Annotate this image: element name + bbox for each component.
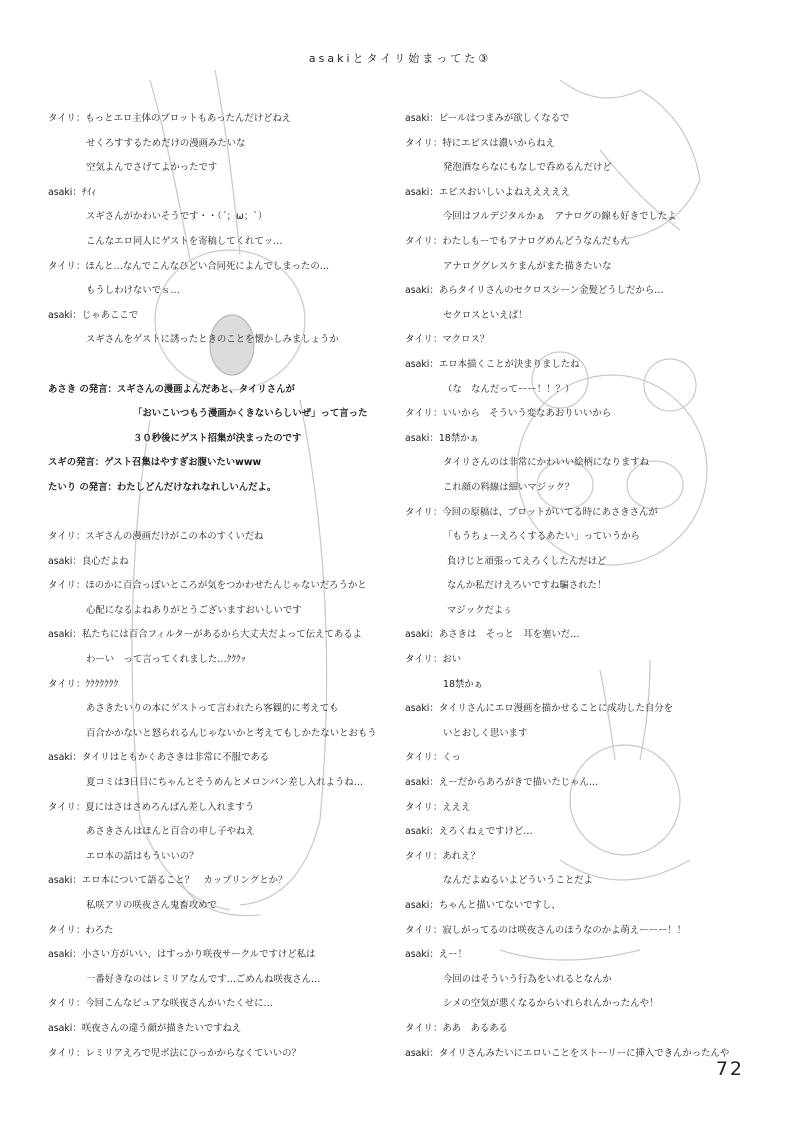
speaker-separator: ： bbox=[432, 506, 443, 518]
speaker-name: タイリ bbox=[48, 260, 76, 272]
dialogue-line bbox=[405, 550, 750, 575]
speaker-name: たいり の発言 bbox=[48, 481, 108, 493]
speaker-separator: ： bbox=[429, 358, 439, 370]
dialogue-line bbox=[405, 525, 750, 550]
dialogue-text: （な なんだってーー！！？） bbox=[443, 383, 575, 395]
dialogue-text: エロ本の話はもういいの？ bbox=[86, 850, 199, 862]
dialogue-text: レミリアえろで児ポ法にひっかからなくていいの？ bbox=[85, 1047, 301, 1059]
speaker-name: asaki bbox=[48, 752, 73, 764]
dialogue-line bbox=[405, 328, 750, 353]
dialogue-line bbox=[405, 919, 750, 944]
dialogue-line bbox=[405, 648, 750, 673]
dialogue-text: ゲスト召集はやすぎお腹いたいwww bbox=[104, 457, 262, 469]
dialogue-line bbox=[48, 771, 393, 796]
speaker-name: タイリ bbox=[405, 1022, 433, 1034]
speaker-separator: ： bbox=[75, 531, 86, 543]
dialogue-text: 一番好きなのはレミリアなんです…ごめんね咲夜さん… bbox=[86, 973, 321, 985]
speaker-name: asaki bbox=[405, 900, 430, 911]
speaker-separator: ： bbox=[107, 481, 117, 493]
dialogue-text: あさきたいりの本にゲストって言われたら客観的に考えても bbox=[86, 703, 339, 715]
dialogue-line bbox=[48, 599, 393, 624]
dialogue-text: 心配になるよねありがとうございますおいしいです bbox=[86, 604, 302, 616]
speaker-name: asaki bbox=[405, 186, 430, 198]
dialogue-text: 寂しがってるのは咲夜さんのほうなのかよ萌えーーー！！ bbox=[442, 924, 687, 936]
dialogue-text: 発泡酒ならなにもなしで呑めるんだけど bbox=[443, 162, 612, 174]
dialogue-text: スギさんの漫画よんだあと、タイリさんが bbox=[116, 383, 295, 395]
dialogue-text: タイリはともかくあさきは非常に不服である bbox=[81, 752, 270, 764]
speaker-separator: ： bbox=[432, 334, 443, 346]
dialogue-line bbox=[405, 402, 750, 427]
dialogue-text: 私咲アリの咲夜さん鬼畜攻めで bbox=[86, 900, 217, 911]
speaker-separator: ： bbox=[75, 801, 86, 813]
speaker-separator: ： bbox=[75, 1047, 86, 1059]
speaker-separator: ： bbox=[432, 752, 443, 764]
dialogue-text: わたしもーでもアナログめんどうなんだもん bbox=[442, 235, 630, 247]
dialogue-line bbox=[405, 697, 750, 722]
speaker-name: asaki bbox=[405, 432, 430, 444]
dialogue-line bbox=[48, 796, 393, 821]
dialogue-line bbox=[48, 648, 393, 673]
speaker-name: asaki bbox=[48, 1022, 73, 1034]
dialogue-line bbox=[48, 525, 393, 550]
dialogue-line bbox=[48, 919, 393, 944]
speaker-separator: ： bbox=[429, 113, 439, 124]
dialogue-text: ｸｸｸｸｸｸｸ bbox=[85, 678, 119, 690]
page-title: asakiとタイリ始まってた③ bbox=[308, 52, 492, 65]
dialogue-text: いいから そういう変なあおりいいから bbox=[442, 408, 612, 420]
dialogue-line bbox=[405, 427, 750, 452]
speaker-separator: ： bbox=[75, 260, 86, 272]
speaker-name: タイリ bbox=[48, 924, 76, 936]
dialogue-text: くっ bbox=[442, 752, 461, 764]
dialogue-text: 今回のはそういう行為をいれるとなんか bbox=[443, 973, 612, 985]
dialogue-text: 百合かかないと怒られるんじゃないかと考えてもしかたないとおもう bbox=[86, 727, 377, 739]
speaker-separator: ： bbox=[432, 235, 443, 247]
dialogue-line bbox=[405, 894, 750, 919]
dialogue-text: なんだよぬるいよどういうことだよ bbox=[443, 875, 594, 887]
dialogue-text: 空気よんでさげてよかったです bbox=[86, 162, 218, 174]
dialogue-line bbox=[405, 722, 750, 747]
speaker-separator: ： bbox=[432, 137, 443, 149]
dialogue-text: タイリさんにエロ漫画を描かせることに成功した自分を bbox=[438, 703, 674, 715]
dialogue-line bbox=[48, 968, 393, 993]
speaker-name: asaki bbox=[48, 186, 73, 198]
speaker-name: タイリ bbox=[48, 998, 76, 1010]
chat-log-line bbox=[48, 427, 393, 452]
dialogue-text: 私たちには百合フィルターがあるから大丈夫だよって伝えてあるよ bbox=[81, 629, 362, 641]
dialogue-line bbox=[405, 255, 750, 280]
speaker-separator: ： bbox=[75, 678, 86, 690]
dialogue-line bbox=[405, 574, 750, 599]
dialogue-line bbox=[405, 796, 750, 821]
spacer bbox=[48, 501, 393, 526]
speaker-separator: ： bbox=[432, 801, 443, 813]
dialogue-text: ほのかに百合っぽいところが気をつかわせたんじゃないだろうかと bbox=[85, 580, 367, 592]
speaker-name: タイリ bbox=[48, 580, 76, 592]
speaker-separator: ： bbox=[432, 408, 443, 420]
speaker-name: asaki bbox=[405, 629, 430, 641]
dialogue-line bbox=[405, 156, 750, 181]
speaker-name: タイリ bbox=[405, 850, 433, 862]
dialogue-text: えええ bbox=[442, 801, 471, 813]
speaker-separator: ： bbox=[432, 654, 443, 666]
dialogue-line bbox=[405, 599, 750, 624]
dialogue-text: スギさんの漫画だけがこの本のすくいだね bbox=[85, 531, 264, 543]
speaker-name: asaki bbox=[48, 309, 73, 321]
dialogue-line bbox=[405, 845, 750, 870]
dialogue-text: アナロググレスケまんがまた描きたいな bbox=[443, 260, 612, 272]
speaker-separator: ： bbox=[107, 383, 117, 395]
speaker-name: タイリ bbox=[48, 113, 76, 124]
speaker-name: タイリ bbox=[405, 408, 433, 420]
dialogue-line bbox=[48, 894, 393, 919]
dialogue-text: 「もうちょーえろくするあたい」っていうから bbox=[443, 531, 640, 543]
speaker-name: タイリ bbox=[48, 801, 76, 813]
dialogue-line bbox=[48, 107, 393, 132]
dialogue-text: 「おいこいつもう漫画かくきないらしいぜ」って言った bbox=[133, 408, 368, 420]
dialogue-text: マクロス？ bbox=[442, 334, 490, 346]
speaker-separator: ： bbox=[72, 752, 82, 764]
speaker-name: タイリ bbox=[405, 506, 433, 518]
dialogue-line bbox=[405, 869, 750, 894]
speaker-name: スギの発言 bbox=[48, 457, 95, 469]
dialogue-line bbox=[48, 304, 393, 329]
dialogue-line bbox=[405, 205, 750, 230]
dialogue-line bbox=[48, 181, 393, 206]
speaker-separator: ： bbox=[432, 924, 443, 936]
dialogue-text: なんか私だけえろいですね騙された！ bbox=[447, 580, 607, 592]
dialogue-text: わたしどんだけなれなれしいんだよ。 bbox=[116, 481, 277, 493]
chat-log-line bbox=[48, 402, 393, 427]
dialogue-line bbox=[48, 746, 393, 771]
spacer bbox=[48, 353, 393, 378]
speaker-name: タイリ bbox=[405, 235, 433, 247]
dialogue-text: あさきさんはほんと百合の申し子やねえ bbox=[86, 826, 255, 838]
dialogue-text: これ顔の料線は細いマジック？ bbox=[443, 481, 575, 493]
dialogue-text: スギさんがかわいそうです・・（´；ω；`） bbox=[86, 211, 268, 223]
speaker-name: asaki bbox=[405, 826, 430, 838]
dialogue-text: わーい って言ってくれました…ｸｸｸｯ bbox=[86, 654, 246, 666]
speaker-name: asaki bbox=[405, 113, 430, 124]
dialogue-text: わろた bbox=[85, 924, 114, 936]
speaker-separator: ： bbox=[429, 285, 439, 297]
speaker-separator: ： bbox=[429, 186, 439, 198]
dialogue-line bbox=[48, 820, 393, 845]
speaker-separator: ： bbox=[75, 924, 86, 936]
dialogue-text: 特にエビスは濃いからねえ bbox=[442, 137, 555, 149]
dialogue-text: エロ本描くことが決まりましたね bbox=[438, 358, 580, 370]
speaker-name: asaki bbox=[48, 555, 73, 567]
dialogue-text: えろくねぇですけど… bbox=[438, 826, 533, 838]
dialogue-line bbox=[405, 501, 750, 526]
speaker-name: タイリ bbox=[48, 678, 76, 690]
speaker-name: タイリ bbox=[48, 531, 76, 543]
dialogue-text: ちゃんと描いてないですし、 bbox=[438, 900, 561, 911]
speaker-name: タイリ bbox=[405, 137, 433, 149]
dialogue-text: マジックだよぅ bbox=[447, 604, 513, 616]
page-number: 72 bbox=[715, 1058, 744, 1080]
speaker-name: asaki bbox=[48, 875, 73, 887]
dialogue-text: 今回の原稿は、プロットがいてる時にあさきさんが bbox=[442, 506, 658, 518]
speaker-separator: ： bbox=[72, 309, 82, 321]
speaker-separator: ： bbox=[72, 949, 82, 961]
dialogue-text: もうしわけないでｓ… bbox=[86, 285, 180, 297]
dialogue-column-left bbox=[48, 107, 393, 1066]
speaker-name: あさき の発言 bbox=[48, 383, 108, 395]
dialogue-line bbox=[405, 771, 750, 796]
speaker-separator: ： bbox=[432, 1022, 443, 1034]
dialogue-line bbox=[48, 943, 393, 968]
dialogue-text: エビスおいしいよねえええええ bbox=[438, 186, 571, 198]
dialogue-line bbox=[405, 230, 750, 255]
dialogue-line bbox=[405, 304, 750, 329]
dialogue-line bbox=[48, 722, 393, 747]
dialogue-text: えーだからあろがきで描いたじゃん… bbox=[438, 777, 599, 789]
speaker-name: asaki bbox=[405, 1047, 430, 1059]
dialogue-line bbox=[48, 132, 393, 157]
speaker-separator: ： bbox=[94, 457, 105, 469]
speaker-name: タイリ bbox=[48, 1047, 76, 1059]
speaker-name: asaki bbox=[48, 949, 73, 961]
dialogue-text: えー！ bbox=[438, 949, 467, 961]
dialogue-text: タイリさんみたいにエロいことをストーリーに挿入できんかったんや bbox=[438, 1047, 730, 1059]
dialogue-line bbox=[405, 820, 750, 845]
speaker-separator: ： bbox=[432, 850, 443, 862]
dialogue-text: あさきは そっと 耳を塞いだ… bbox=[438, 629, 580, 641]
dialogue-text: ほんと…なんでこんなひどい合同死によんでしまったの… bbox=[85, 260, 330, 272]
dialogue-text: こんなエロ同人にゲストを寄稿してくれてッ… bbox=[86, 235, 283, 247]
dialogue-text: ビールはつまみが欲しくなるで bbox=[438, 113, 570, 124]
dialogue-line bbox=[48, 623, 393, 648]
dialogue-line bbox=[48, 328, 393, 353]
dialogue-text: 夏にはさはさめろんぱん差し入れますう bbox=[85, 801, 255, 813]
speaker-separator: ： bbox=[429, 777, 439, 789]
speaker-separator: ： bbox=[429, 826, 439, 838]
speaker-name: タイリ bbox=[405, 752, 433, 764]
dialogue-text: ﾁｲｨ bbox=[81, 186, 96, 198]
speaker-separator: ： bbox=[75, 998, 86, 1010]
dialogue-line bbox=[48, 205, 393, 230]
dialogue-line bbox=[405, 968, 750, 993]
dialogue-line bbox=[405, 1042, 750, 1067]
dialogue-line bbox=[405, 943, 750, 968]
dialogue-text: せくろすするためだけの漫画みたいな bbox=[86, 137, 246, 149]
dialogue-line bbox=[48, 673, 393, 698]
speaker-name: asaki bbox=[405, 703, 430, 715]
dialogue-line bbox=[48, 697, 393, 722]
speaker-name: タイリ bbox=[405, 334, 433, 346]
dialogue-text: タイリさんのは非常にかわいい絵柄になりますね bbox=[443, 457, 650, 469]
dialogue-text: スギさんをゲストに誘ったときのことを懐かしみましょうか bbox=[86, 334, 339, 346]
dialogue-column-right bbox=[405, 107, 750, 1066]
speaker-separator: ： bbox=[72, 629, 82, 641]
dialogue-text: 18禁かぁ bbox=[438, 432, 479, 444]
speaker-separator: ： bbox=[429, 432, 439, 444]
dialogue-line bbox=[405, 992, 750, 1017]
dialogue-text: あれえ？ bbox=[442, 850, 480, 862]
dialogue-line bbox=[405, 378, 750, 403]
dialogue-line bbox=[48, 992, 393, 1017]
dialogue-line bbox=[405, 353, 750, 378]
speaker-name: タイリ bbox=[405, 654, 433, 666]
dialogue-line bbox=[48, 845, 393, 870]
dialogue-line bbox=[405, 623, 750, 648]
dialogue-line bbox=[48, 279, 393, 304]
speaker-name: タイリ bbox=[405, 924, 433, 936]
speaker-separator: ： bbox=[429, 1047, 439, 1059]
dialogue-line bbox=[48, 156, 393, 181]
dialogue-line bbox=[405, 673, 750, 698]
speaker-separator: ： bbox=[75, 580, 86, 592]
dialogue-text: セクロスといえば！ bbox=[443, 309, 528, 321]
dialogue-line bbox=[48, 550, 393, 575]
dialogue-line bbox=[405, 746, 750, 771]
dialogue-line bbox=[405, 1017, 750, 1042]
dialogue-text: 今回はフルデジタルかぁ アナログの線も好きでしたよ bbox=[443, 211, 677, 223]
speaker-separator: ： bbox=[429, 949, 439, 961]
speaker-separator: ： bbox=[429, 900, 439, 911]
dialogue-text: もっとエロ主体のプロットもあったんだけどねえ bbox=[85, 113, 292, 124]
speaker-separator: ： bbox=[72, 875, 82, 887]
speaker-name: asaki bbox=[48, 629, 73, 641]
dialogue-text: 負けじと頑張ってえろくしたんだけど bbox=[447, 555, 607, 567]
speaker-name: asaki bbox=[405, 285, 430, 297]
dialogue-text: じゃあここで bbox=[81, 309, 139, 321]
dialogue-line bbox=[405, 451, 750, 476]
dialogue-line bbox=[405, 476, 750, 501]
speaker-separator: ： bbox=[429, 703, 439, 715]
dialogue-text: エロ本について語ること？ カップリングとか？ bbox=[81, 875, 288, 887]
speaker-name: asaki bbox=[405, 949, 430, 961]
dialogue-text: 18禁かぁ bbox=[443, 678, 484, 690]
speaker-separator: ： bbox=[72, 186, 82, 198]
dialogue-line bbox=[405, 279, 750, 304]
dialogue-text: いとおしく思います bbox=[443, 727, 528, 739]
speaker-name: asaki bbox=[405, 358, 430, 370]
dialogue-text: 夏コミは3日目にちゃんとそうめんとメロンパン差し入れようね… bbox=[86, 777, 364, 789]
dialogue-text: ３０秒後にゲスト招集が決まったのです bbox=[133, 432, 302, 444]
chat-log-line bbox=[48, 378, 393, 403]
chat-log-line bbox=[48, 476, 393, 501]
speaker-separator: ： bbox=[429, 629, 439, 641]
dialogue-text: 小さい方がいい、はすっかり咲夜サークルですけど私は bbox=[81, 949, 316, 961]
chat-log-line bbox=[48, 451, 393, 476]
dialogue-line bbox=[48, 1017, 393, 1042]
speaker-name: タイリ bbox=[405, 801, 433, 813]
dialogue-line bbox=[48, 230, 393, 255]
dialogue-text: 今回こんなピュアな咲夜さんかいたくせに… bbox=[85, 998, 273, 1010]
dialogue-text: 良心だよね bbox=[81, 555, 129, 567]
speaker-separator: ： bbox=[75, 113, 86, 124]
dialogue-line bbox=[405, 181, 750, 206]
dialogue-text: シメの空気が悪くなるからいれられんかったんや！ bbox=[443, 998, 659, 1010]
dialogue-line bbox=[48, 869, 393, 894]
dialogue-line bbox=[48, 1042, 393, 1067]
dialogue-line bbox=[48, 574, 393, 599]
speaker-name: asaki bbox=[405, 777, 430, 789]
speaker-separator: ： bbox=[72, 1022, 82, 1034]
dialogue-text: ああ あるある bbox=[442, 1022, 508, 1034]
dialogue-line bbox=[48, 255, 393, 280]
dialogue-text: あらタイリさんのセクロスシーン金髪どうしだから… bbox=[438, 285, 664, 297]
dialogue-text: 咲夜さんの違う顔が描きたいですねえ bbox=[81, 1022, 242, 1034]
dialogue-text: おい bbox=[442, 654, 462, 666]
dialogue-line bbox=[405, 107, 750, 132]
dialogue-line bbox=[405, 132, 750, 157]
speaker-separator: ： bbox=[72, 555, 82, 567]
